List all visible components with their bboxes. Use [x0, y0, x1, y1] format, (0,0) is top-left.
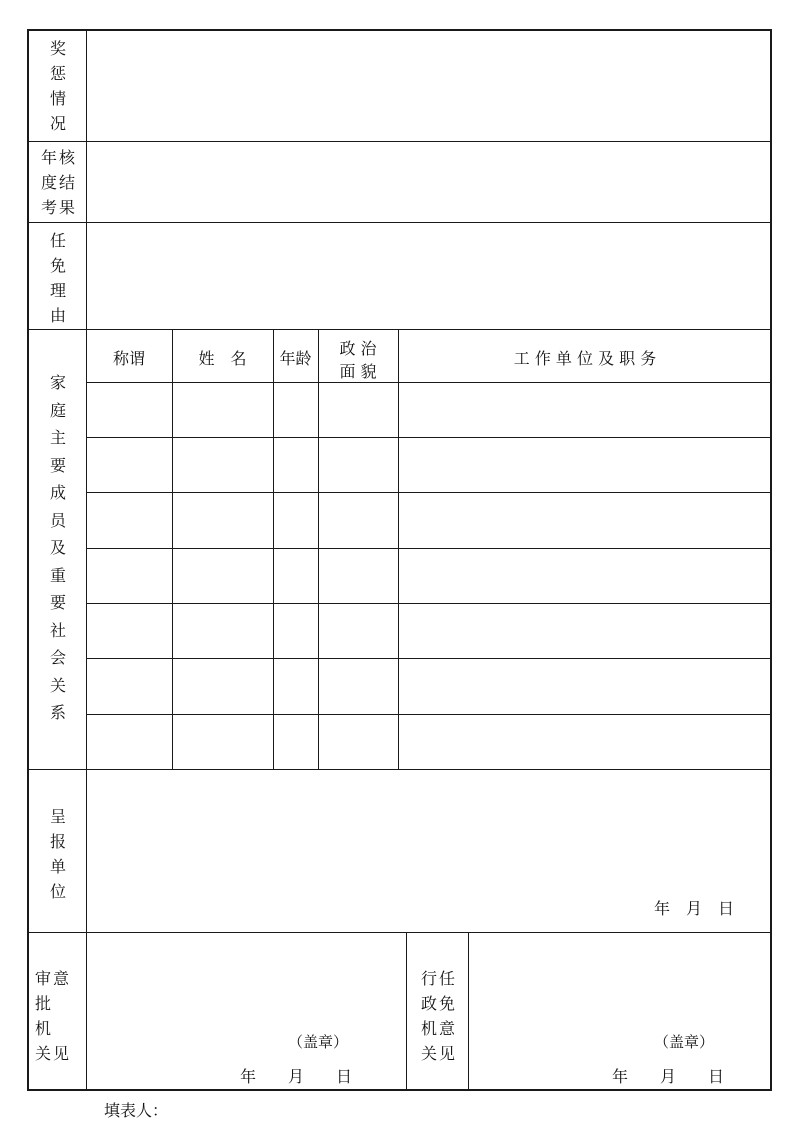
header-name: 姓 名	[198, 349, 247, 368]
admin-label: 行 任 政 免 机 意 关 见	[420, 969, 455, 1063]
appraisal-label: 年 核 度 结 考 果	[40, 148, 75, 217]
header-political-line2: 面 貌	[339, 362, 377, 381]
family-row-line	[86, 603, 772, 604]
family-row-line	[86, 548, 772, 549]
admin-date: 年 月 日	[612, 1067, 725, 1086]
label-column-divider	[86, 29, 87, 1091]
reason-label: 任 免 理 由	[49, 231, 66, 325]
admin-label-divider	[468, 932, 469, 1091]
approval-seal: （盖章）	[288, 1033, 349, 1051]
family-header-divider	[86, 382, 772, 383]
family-col-line	[318, 329, 319, 769]
header-work: 工 作 单 位 及 职 务	[513, 349, 657, 368]
family-col-line	[398, 329, 399, 769]
report-date: 年 月 日	[654, 899, 735, 918]
family-row-line	[86, 658, 772, 659]
family-col-line	[172, 329, 173, 769]
report-label: 呈 报 单 位	[49, 807, 66, 901]
family-row-line	[86, 492, 772, 493]
family-row-line	[86, 714, 772, 715]
row-divider-report	[27, 932, 772, 933]
family-col-line	[273, 329, 274, 769]
approval-label: 审 意 批 机 关 见	[34, 969, 69, 1063]
approval-date: 年 月 日	[240, 1067, 353, 1086]
filler-label: 填表人：	[104, 1101, 169, 1120]
header-age: 年龄	[279, 349, 312, 368]
header-political-line1: 政 治	[339, 339, 377, 358]
row-divider-appraisal	[27, 222, 772, 223]
row-divider-family	[27, 769, 772, 770]
family-row-line	[86, 437, 772, 438]
family-label: 家 庭 主 要 成 员 及 重 要 社 会 关 系	[49, 373, 66, 722]
rewards-label: 奖 惩 情 况	[49, 39, 66, 133]
row-divider-reason	[27, 329, 772, 330]
approval-col-divider	[406, 932, 407, 1091]
header-relation: 称谓	[112, 349, 145, 368]
admin-seal: （盖章）	[654, 1033, 715, 1051]
row-divider-rewards	[27, 141, 772, 142]
